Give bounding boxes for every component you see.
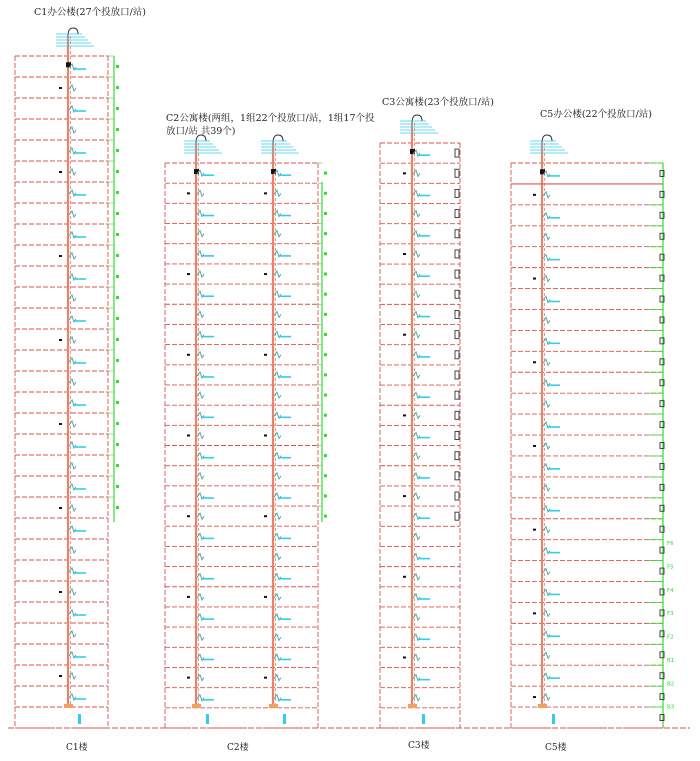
c3-riser-1-station-dot [403,172,406,174]
c2-riser-1-station-dot [187,515,190,517]
c2-riser-1-station-mark [197,190,204,196]
c3-riser-1-station-mark [413,654,420,660]
c1-riser-1-station-mark [69,295,76,301]
c2-green-tick [324,192,327,195]
c2-green-tick [324,172,327,175]
c2-riser-1-outlet [206,714,209,724]
c1-green-tick [116,338,119,341]
c2-green-tick [324,454,327,457]
c1-riser-1-station-mark [69,379,76,385]
c2-name: C2楼 [227,743,249,753]
c2-riser-2-station-mark [274,231,281,237]
c3-riser-1-station-dot [403,656,406,658]
c2-riser-1-station-mark [197,271,204,277]
c1-green-tick [116,464,119,467]
c5-riser-1-station-mark [543,485,550,491]
c5-level-label: F2 [667,634,674,641]
c3-riser-1-station-mark [413,614,420,620]
c1-riser-1-station-dot [59,87,62,89]
c1-riser-1-base [64,704,73,708]
c2-riser-2-station-dot [264,273,267,275]
c2-riser-2-top-hook [273,135,283,143]
c3-ladder-mark [455,452,459,460]
c1-riser-1-station-mark [69,211,76,217]
c5-riser-1-station-mark [543,192,550,198]
c2-riser-1-station-dot [187,273,190,275]
c2-riser-1-station-mark [197,594,204,600]
c5-riser-1-station-dot [533,445,536,447]
c1-riser-1-station-mark [69,463,76,469]
c3-riser-1-station-dot [403,253,406,255]
c2-riser-1-base [192,704,201,708]
c1-riser-1-station-mark [69,673,76,679]
c5-riser-1-station-mark [543,569,550,575]
c2-riser-2-station-mark [274,594,281,600]
c1-riser-1-station-dot [59,507,62,509]
c3-riser-1-station-mark [413,372,420,378]
c1-green-tick [116,65,119,68]
c3-ladder-mark [455,391,459,399]
c2-riser-2-outlet [283,714,286,724]
c2-riser-2-station-mark [274,190,281,196]
c3-riser-1-station-mark [413,332,420,338]
c1-green-tick [116,359,119,362]
c1-riser-1-station-dot [59,255,62,257]
c1-riser-1-top-hook [68,28,78,36]
c5-riser-1-station-mark [543,652,550,658]
c3-ladder-mark [455,331,459,339]
c1-riser-1-station-mark [69,505,76,511]
c1-green-tick [116,422,119,425]
c1-green-tick [116,506,119,509]
c2-riser-1-station-mark [197,352,204,358]
c2-green-tick [324,494,327,497]
c5-riser-1-station-dot [533,696,536,698]
c1-green-tick [116,212,119,215]
c2-riser-2-base [269,704,278,708]
c3-riser-1-station-mark [413,412,420,418]
c3-ladder-mark [455,169,459,177]
c5-level-label: B3 [667,704,675,711]
c2-green-tick [324,414,327,417]
c3-riser-1-station-mark [413,170,420,176]
c1-title: C1办公楼(27个投放口/站) [34,7,147,18]
c1-riser-1-station-mark [69,589,76,595]
c2-riser-2-station-mark [274,634,281,640]
c2-riser-2-station-dot [264,515,267,517]
c3-riser-1-station-mark [413,695,420,701]
c2-green-tick [324,353,327,356]
c2-green-tick [324,474,327,477]
c2-green-tick [324,373,327,376]
c3-riser-1-station-mark [413,251,420,257]
c2-riser-1-station-mark [197,513,204,519]
c1-riser-1-station-dot [59,339,62,341]
c3-ladder-mark [455,351,459,359]
c2-riser-2-station-mark [274,392,281,398]
c2-riser-2-station-dot [264,596,267,598]
c5-title: C5办公楼(22个投放口/站) [540,109,653,120]
c2-green-tick [324,212,327,215]
c2-riser-1-station-mark [197,231,204,237]
c2-riser-1-station-mark [197,473,204,479]
c1-green-tick [116,86,119,89]
c2-riser-2-station-dot [264,677,267,679]
c2-green-tick [324,333,327,336]
c5-riser-1-top-hook [542,135,552,143]
c2-riser-1-station-dot [187,192,190,194]
c2-green-tick [324,232,327,235]
c1-green-tick [116,233,119,236]
c2-riser-2-station-mark [274,433,281,439]
c5-riser-1-station-mark [543,276,550,282]
c3-ladder-mark [455,371,459,379]
c1-riser-1-station-mark [69,85,76,91]
c2-riser-2-station-mark [274,675,281,681]
c3-ladder-mark [455,472,459,480]
c1-riser-1-station-mark [69,337,76,343]
c2-riser-1-station-mark [197,634,204,640]
c1-green-tick [116,170,119,173]
c3-ladder-mark [455,512,459,520]
c1-green-tick [116,443,119,446]
c5-riser-1-station-dot [533,612,536,614]
c5-riser-1-station-mark [543,317,550,323]
c1-riser-1-station-dot [59,423,62,425]
c5-riser-1-base [538,704,547,708]
c2-riser-2-station-dot [264,435,267,437]
c2-riser-1-station-dot [187,677,190,679]
c5-level-label: F3 [667,611,674,618]
c1-name: C1楼 [66,743,88,753]
c1-green-tick [116,401,119,404]
c3-riser-1-station-mark [413,291,420,297]
c3-riser-1-station-dot [403,495,406,497]
c2-riser-2-station-mark [274,352,281,358]
c5-name: C5楼 [545,743,567,753]
c2-riser-2-station-dot [264,192,267,194]
c2-riser-2-station-mark [274,554,281,560]
c2-riser-1-station-mark [197,675,204,681]
c1-riser-1-station-mark [69,253,76,259]
c1-riser-1-station-dot [59,171,62,173]
c2-riser-2-station-mark [274,513,281,519]
c5-level-label: F6 [667,541,674,547]
c2-riser-2-station-mark [274,271,281,277]
c2-riser-1-station-dot [187,596,190,598]
c3-ladder-mark [455,210,459,218]
c2-riser-1-station-mark [197,554,204,560]
c5-riser-1-station-dot [533,194,536,196]
c2-riser-2-station-mark [274,473,281,479]
c5-riser-1-station-dot [533,278,536,280]
c2-riser-1-station-mark [197,433,204,439]
c5-level-label: F5 [667,564,674,571]
c5-riser-1-station-mark [543,527,550,533]
c3-ladder-mark [455,270,459,278]
c1-riser-1-station-dot [59,591,62,593]
c3-riser-1-station-dot [403,576,406,578]
c1-green-tick [116,128,119,131]
c2-riser-1-station-dot [187,354,190,356]
c5-level-label: F4 [667,587,674,594]
c2-riser-1-station-mark [197,392,204,398]
c3-riser-1-station-mark [413,574,420,580]
c5-level-label: B2 [667,681,675,688]
c1-green-tick [116,191,119,194]
c2-green-tick [324,252,327,255]
c1-riser-1-station-mark [69,631,76,637]
c3-title: C3公寓楼(23个投放口/站) [382,97,495,108]
c5-riser-1-station-mark [543,234,550,240]
c5-riser-1-station-mark [543,694,550,700]
c2-green-tick [324,434,327,437]
c3-riser-1-base [408,704,417,708]
c3-ladder-mark [455,290,459,298]
c2-riser-1-station-dot [187,435,190,437]
c1-riser-1-station-mark [69,169,76,175]
c3-name: C3楼 [408,741,430,751]
c1-riser-1-station-dot [59,675,62,677]
c1-riser-1-station-mark [69,127,76,133]
c1-riser-1-outlet [78,714,81,724]
c3-riser-1-station-dot [403,414,406,416]
c1-green-tick [116,296,119,299]
c5-riser-1-outlet [552,714,555,724]
c2-green-tick [324,515,327,518]
c5-riser-1-station-mark [543,443,550,449]
c3-riser-1-station-mark [413,211,420,217]
c1-riser-1-station-mark [69,421,76,427]
c3-ladder-mark [455,230,459,238]
c3-ladder-mark [455,310,459,318]
c3-ladder-mark [455,189,459,197]
c1-green-tick [116,149,119,152]
c5-level-label: B1 [667,657,675,664]
c2-green-tick [324,313,327,316]
c3-riser-1-station-mark [413,533,420,539]
c5-riser-1-station-mark [543,401,550,407]
c1-green-tick [116,380,119,383]
c3-riser-1-station-mark [413,453,420,459]
c1-riser-1-station-mark [69,547,76,553]
c2-green-tick [324,272,327,275]
c5-riser-1-station-dot [533,529,536,531]
c2-riser-2-station-mark [274,311,281,317]
c2-green-tick [324,394,327,397]
c3-riser-1-top-hook [412,115,422,123]
c3-ladder-mark [455,432,459,440]
c1-green-tick [116,254,119,257]
c3-ladder-mark [455,492,459,500]
c2-riser-1-station-mark [197,311,204,317]
c3-riser-1-outlet [422,714,425,724]
c2-title-line2: 放口/站 共39个) [166,126,236,137]
c5-riser-1-station-mark [543,610,550,616]
c3-riser-1-station-dot [403,334,406,336]
c2-riser-2-station-dot [264,354,267,356]
c1-green-tick [116,275,119,278]
c5-riser-1-station-mark [543,359,550,365]
c1-green-tick [116,107,119,110]
c3-ladder-mark [455,250,459,258]
c1-green-tick [116,485,119,488]
c2-title-line1: C2公寓楼(两组，1组22个投放口/站，1组17个投 [166,113,375,124]
c3-riser-1-station-mark [413,493,420,499]
c3-ladder-mark [455,411,459,419]
c3-ladder-mark [455,149,459,157]
c5-riser-1-station-dot [533,361,536,363]
c1-green-tick [116,317,119,320]
c2-green-tick [324,293,327,296]
